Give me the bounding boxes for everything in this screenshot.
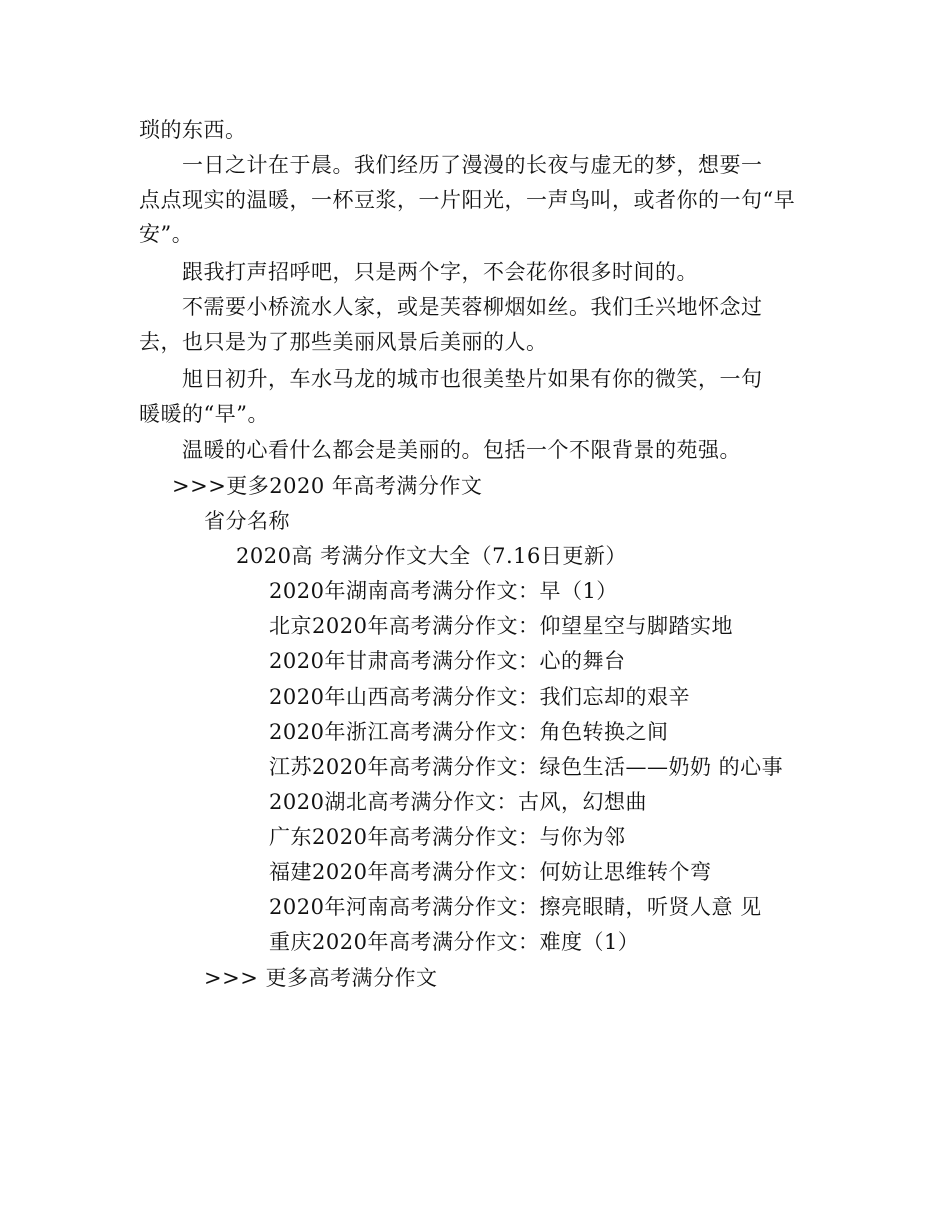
paragraph-line: 暖暖的“早”。 bbox=[139, 401, 269, 426]
paragraph bbox=[139, 436, 819, 471]
essay-link[interactable]: 福建2020年高考满分作文：何妨让思维转个弯 bbox=[269, 860, 712, 884]
paragraph-line: 安”。 bbox=[139, 222, 194, 247]
paragraph bbox=[139, 151, 819, 255]
essay-link[interactable]: 江苏2020年高考满分作文：绿色生活——奶奶 的心事 bbox=[269, 755, 784, 779]
essay-link[interactable]: 2020年浙江高考满分作文：角色转换之间 bbox=[269, 720, 669, 744]
province-label: 省分名称 bbox=[204, 509, 290, 533]
more-essays-footer-link[interactable]: >>> 更多高考满分作文 bbox=[204, 966, 438, 990]
essay-link[interactable]: 重庆2020年高考满分作文：难度（1） bbox=[269, 930, 640, 954]
paragraph-line: 跟我打声招呼吧，只是两个字，不会花你很多时间的。 bbox=[139, 260, 698, 284]
essay-link[interactable]: 北京2020年高考满分作文：仰望星空与脚踏实地 bbox=[269, 614, 733, 638]
paragraph-line: 不需要小桥流水人家，或是芙蓉柳烟如丝。我们壬兴地怀念过 bbox=[139, 295, 763, 319]
paragraph-line: 旭日初升，车水马龙的城市也很美垫片如果有你的微笑，一句 bbox=[139, 367, 763, 391]
paragraph bbox=[139, 293, 819, 362]
paragraph-line: 点点现实的温暖，一杯豆浆，一片阳光，一声鸟叫，或者你的一句“早 bbox=[139, 187, 796, 212]
collection-title-link[interactable]: 2020高 考满分作文大全（7.16日更新） bbox=[236, 544, 627, 568]
paragraph bbox=[139, 365, 819, 434]
paragraph-line: 一日之计在于晨。我们经历了漫漫的长夜与虚无的梦，想要一 bbox=[139, 153, 763, 177]
paragraph-line: 琐的东西。 bbox=[139, 118, 247, 142]
essay-link[interactable]: 2020年山西高考满分作文：我们忘却的艰辛 bbox=[269, 685, 690, 709]
paragraph-line: 温暖的心看什么都会是美丽的。包括一个不限背景的苑强。 bbox=[139, 438, 741, 462]
more-essays-header-link[interactable]: >>>更多2020 年高考满分作文 bbox=[172, 474, 483, 498]
paragraph bbox=[139, 258, 819, 293]
essay-link[interactable]: 2020湖北高考满分作文：古风，幻想曲 bbox=[269, 790, 647, 814]
paragraph bbox=[139, 116, 819, 151]
paragraph-line: 去，也只是为了那些美丽风景后美丽的人。 bbox=[139, 329, 548, 354]
essay-link[interactable]: 2020年湖南高考满分作文：早（1） bbox=[269, 579, 618, 603]
essay-link[interactable]: 2020年甘肃高考满分作文：心的舞台 bbox=[269, 649, 626, 673]
essay-link[interactable]: 2020年河南高考满分作文：擦亮眼睛，听贤人意 见 bbox=[269, 895, 762, 919]
essay-link[interactable]: 广东2020年高考满分作文：与你为邻 bbox=[269, 825, 626, 849]
